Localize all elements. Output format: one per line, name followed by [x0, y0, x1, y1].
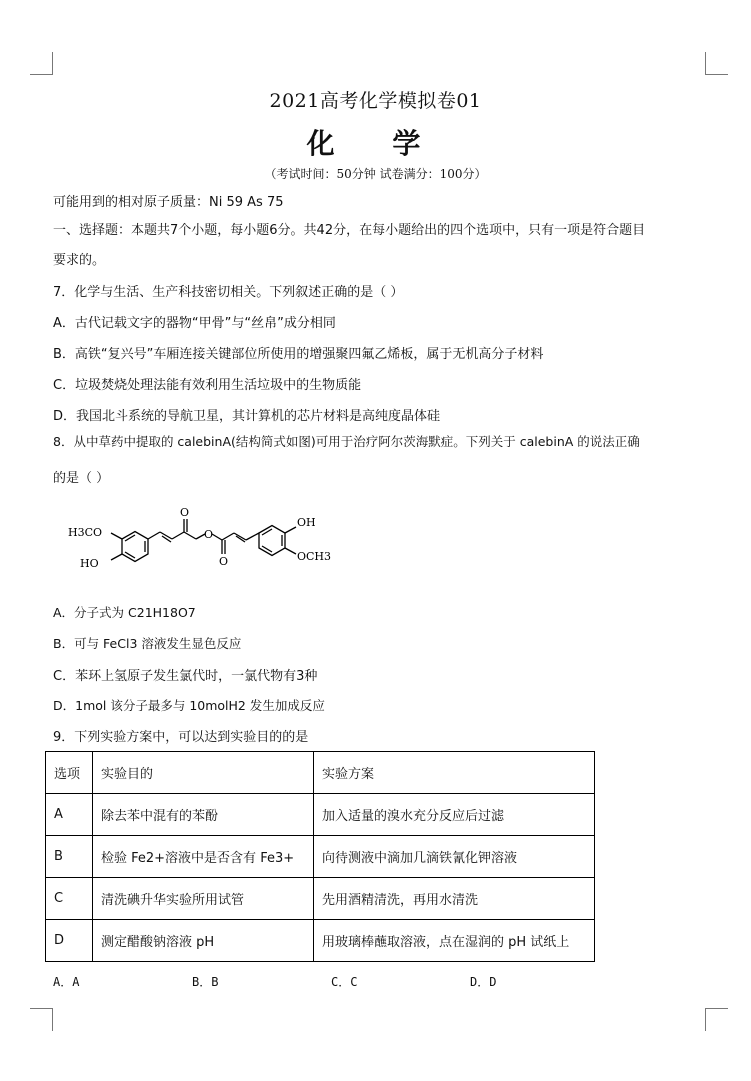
table-row [46, 878, 595, 920]
table-cell: B [46, 836, 93, 878]
table-cell: 测定醋酸钠溶液 pH [93, 920, 314, 962]
table-cell: 除去苯中混有的苯酚 [93, 794, 314, 836]
methoxy-label-left: H3CO [68, 526, 103, 539]
table-header-cell: 实验目的 [93, 752, 314, 794]
table-header-row [46, 752, 595, 794]
q8-stem-line1: 8．从中草药中提取的 calebinA(结构简式如图)可用于治疗阿尔茨海默症。下列关于 calebinA 的说法正确 [53, 434, 640, 449]
q7-stem: 7．化学与生活、生产科技密切相关。下列叙述正确的是（ ） [53, 285, 404, 300]
ketone-oxygen-label: O [180, 506, 190, 519]
subject-heading: 化 学 [306, 127, 445, 160]
crop-mark-bottom-left [30, 1008, 53, 1031]
table-cell: 清洗碘升华实验所用试管 [93, 878, 314, 920]
q8-option-b: B．可与 FeCl3 溶液发生显色反应 [53, 636, 242, 651]
q9-answer-c: C．C [331, 975, 358, 989]
ester-oxygen-label: O [204, 528, 214, 541]
table-cell: 检验 Fe2+溶液中是否含有 Fe3+ [93, 836, 314, 878]
table-cell: D [46, 920, 93, 962]
q8-option-d: D．1mol 该分子最多与 10molH2 发生加成反应 [53, 698, 325, 713]
q8-option-c: C．苯环上氢原子发生氯代时，一氯代物有3种 [53, 669, 318, 684]
hydroxy-label-left: HO [80, 557, 99, 570]
q8-option-a: A．分子式为 C21H18O7 [53, 605, 196, 620]
table-cell: C [46, 878, 93, 920]
experiment-table [45, 751, 595, 962]
q8-stem-line2: 的是（ ） [53, 471, 110, 486]
q7-option-a: A．古代记载文字的器物“甲骨”与“丝帛”成分相同 [53, 316, 336, 331]
exam-time-note: （考试时间：50分钟 试卷满分：100分） [264, 167, 487, 181]
q9-answer-d: D．D [470, 975, 497, 989]
q9-answer-b: B．B [192, 975, 219, 989]
table-cell: A [46, 794, 93, 836]
calebin-a-structure [56, 498, 356, 580]
exam-title: 2021高考化学模拟卷01 [269, 90, 482, 112]
atomic-masses: 可能用到的相对原子质量：Ni 59 As 75 [53, 195, 284, 210]
section-instructions-line1: 一、选择题：本题共7个小题，每小题6分。共42分，在每小题给出的四个选项中，只有一项是符合题目 [53, 223, 646, 238]
crop-mark-top-right [705, 52, 728, 75]
table-cell: 先用酒精清洗，再用水清洗 [314, 878, 595, 920]
table-cell: 向待测液中滴加几滴铁氰化钾溶液 [314, 836, 595, 878]
table-row [46, 920, 595, 962]
q7-option-d: D．我国北斗系统的导航卫星，其计算机的芯片材料是高纯度晶体硅 [53, 409, 441, 424]
methoxy-label-right: OCH3 [297, 550, 332, 563]
table-cell: 用玻璃棒蘸取溶液，点在湿润的 pH 试纸上 [314, 920, 595, 962]
table-cell: 加入适量的溴水充分反应后过滤 [314, 794, 595, 836]
left-benzene-ring [122, 532, 148, 562]
q9-stem: 9．下列实验方案中，可以达到实验目的的是 [53, 730, 309, 745]
section-instructions-line2: 要求的。 [53, 253, 106, 268]
table-header-cell: 实验方案 [314, 752, 595, 794]
table-header-cell: 选项 [46, 752, 93, 794]
q9-answer-options [53, 973, 609, 990]
carbonyl-oxygen-label: O [219, 555, 229, 568]
crop-mark-bottom-right [705, 1008, 728, 1031]
right-benzene-ring [259, 526, 285, 556]
table-row [46, 836, 595, 878]
q7-option-b: B．高铁“复兴号”车厢连接关键部位所使用的增强聚四氟乙烯板，属于无机高分子材料 [53, 347, 544, 362]
q7-option-c: C．垃圾焚烧处理法能有效利用生活垃圾中的生物质能 [53, 378, 362, 393]
q9-answer-a: A．A [53, 975, 80, 989]
hydroxy-label-right: OH [297, 516, 316, 529]
crop-mark-top-left [30, 52, 53, 75]
table-row [46, 794, 595, 836]
